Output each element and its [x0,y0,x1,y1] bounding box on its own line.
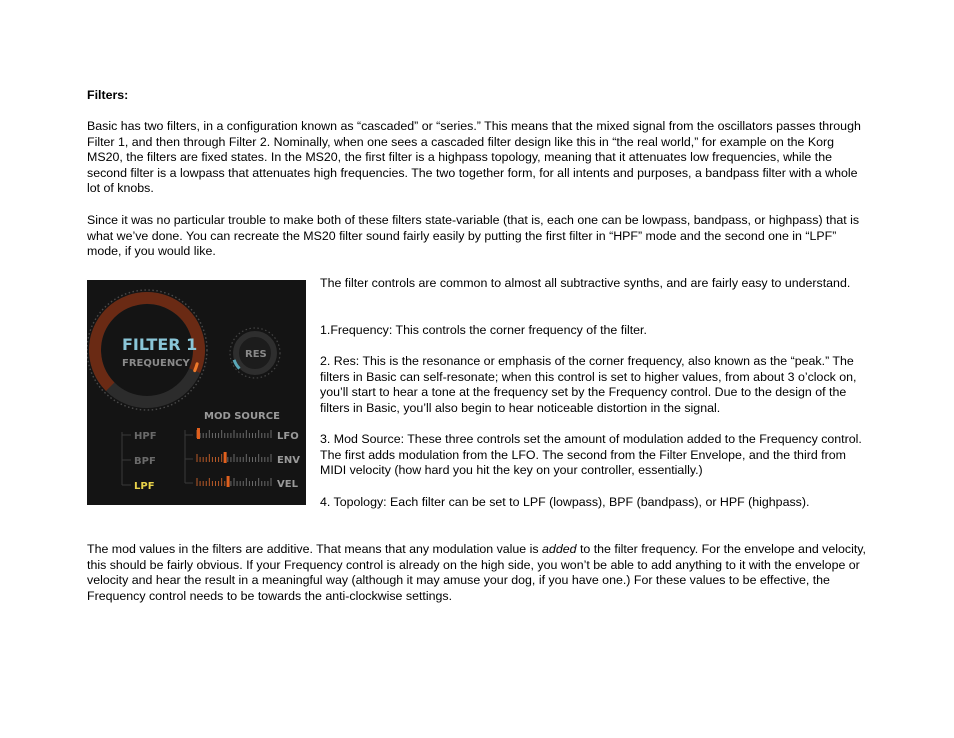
mod-source-label: MOD SOURCE [204,411,280,422]
mod-label-vel: VEL [277,479,298,490]
mod-sliders [197,428,271,487]
mod-slider-handle-env[interactable] [224,452,227,463]
side-paragraph-intro: The filter controls are common to almost all subtractive synths, and are fairly easy to understand. [320,276,851,290]
closing-text-emphasis: added [542,542,577,556]
res-label: RES [245,349,267,360]
side-paragraph-frequency: 1.Frequency: This controls the corner frequency of the filter. [320,323,647,337]
topology-option-bpf[interactable]: BPF [134,456,156,467]
topology-option-lpf[interactable]: LPF [134,481,155,492]
filter-panel-graphic [87,280,306,505]
section-heading: Filters: [87,88,129,102]
closing-paragraph [87,542,872,604]
side-paragraph-res: 2. Res: This is the resonance or emphasis of the corner frequency, also known as the “peak.” The filters in Basic can self-resonate; when this control is set to higher values, from about 3 o’clock on, you’ll start to hear a tone at the frequency set by the Frequency control. Due to the design of the filters in Basic, you’ll also begin to hear noticeable distortion in the signal. [320,354,857,415]
frequency-label: FREQUENCY [122,358,190,369]
state-variable-paragraph: Since it was no particular trouble to make both of these filters state-variable (that is, each one can be lowpass, bandpass, or highpass) that is what we’ve done. You can recreate the MS20 filter sound fairly easily by putting the first filter in “HPF” mode and the second one in “LPF” mode, if you would like. [87,213,860,259]
filter-panel-screenshot [87,280,306,505]
mod-slider-handle-vel[interactable] [227,476,230,487]
mod-slider-handle-lfo[interactable] [197,428,200,439]
intro-paragraph: Basic has two filters, in a configuration known as “cascaded” or “series.” This means that the mixed signal from the oscillators passes through Filter 1, and then through Filter 2. Nominally, when one sees a cascaded filter design like this in “the real world,” for example on the Korg MS20, the filters are fixed states. In the MS20, the first filter is a highpass topology, meaning that it attenuates low frequencies, while the second filter is a lowpass that attenuates high frequencies. The two together form, for all intents and purposes, a bandpass filter with a whole lot of knobs. [87,119,861,196]
side-paragraph-topology: 4. Topology: Each filter can be set to LPF (lowpass), BPF (bandpass), or HPF (highpass). [320,495,810,509]
filter-title: FILTER 1 [122,335,198,354]
closing-text-before: The mod values in the filters are additive. That means that any modulation value is [87,542,543,556]
mod-label-lfo: LFO [277,431,299,442]
side-paragraph-mod-source: 3. Mod Source: These three controls set the amount of modulation added to the Frequency control. The first adds modulation from the LFO. The second from the Filter Envelope, and the third from MIDI velocity (how hard you hit the key on your controller, essentially.) [320,432,862,478]
closing-text-after: to the filter frequency. For the envelope and velocity, this should be fairly obvious. If your Frequency control is already on the high side, you won’t be able to add anything to it with the envelope or velocity and hear the result in a meaningful way (although it may amuse your dog, if you have one.) For these values to be effective, the Frequency control needs to be towards the anti-clockwise settings. [87,542,867,603]
topology-option-hpf[interactable]: HPF [134,431,157,442]
mod-label-env: ENV [277,455,300,466]
